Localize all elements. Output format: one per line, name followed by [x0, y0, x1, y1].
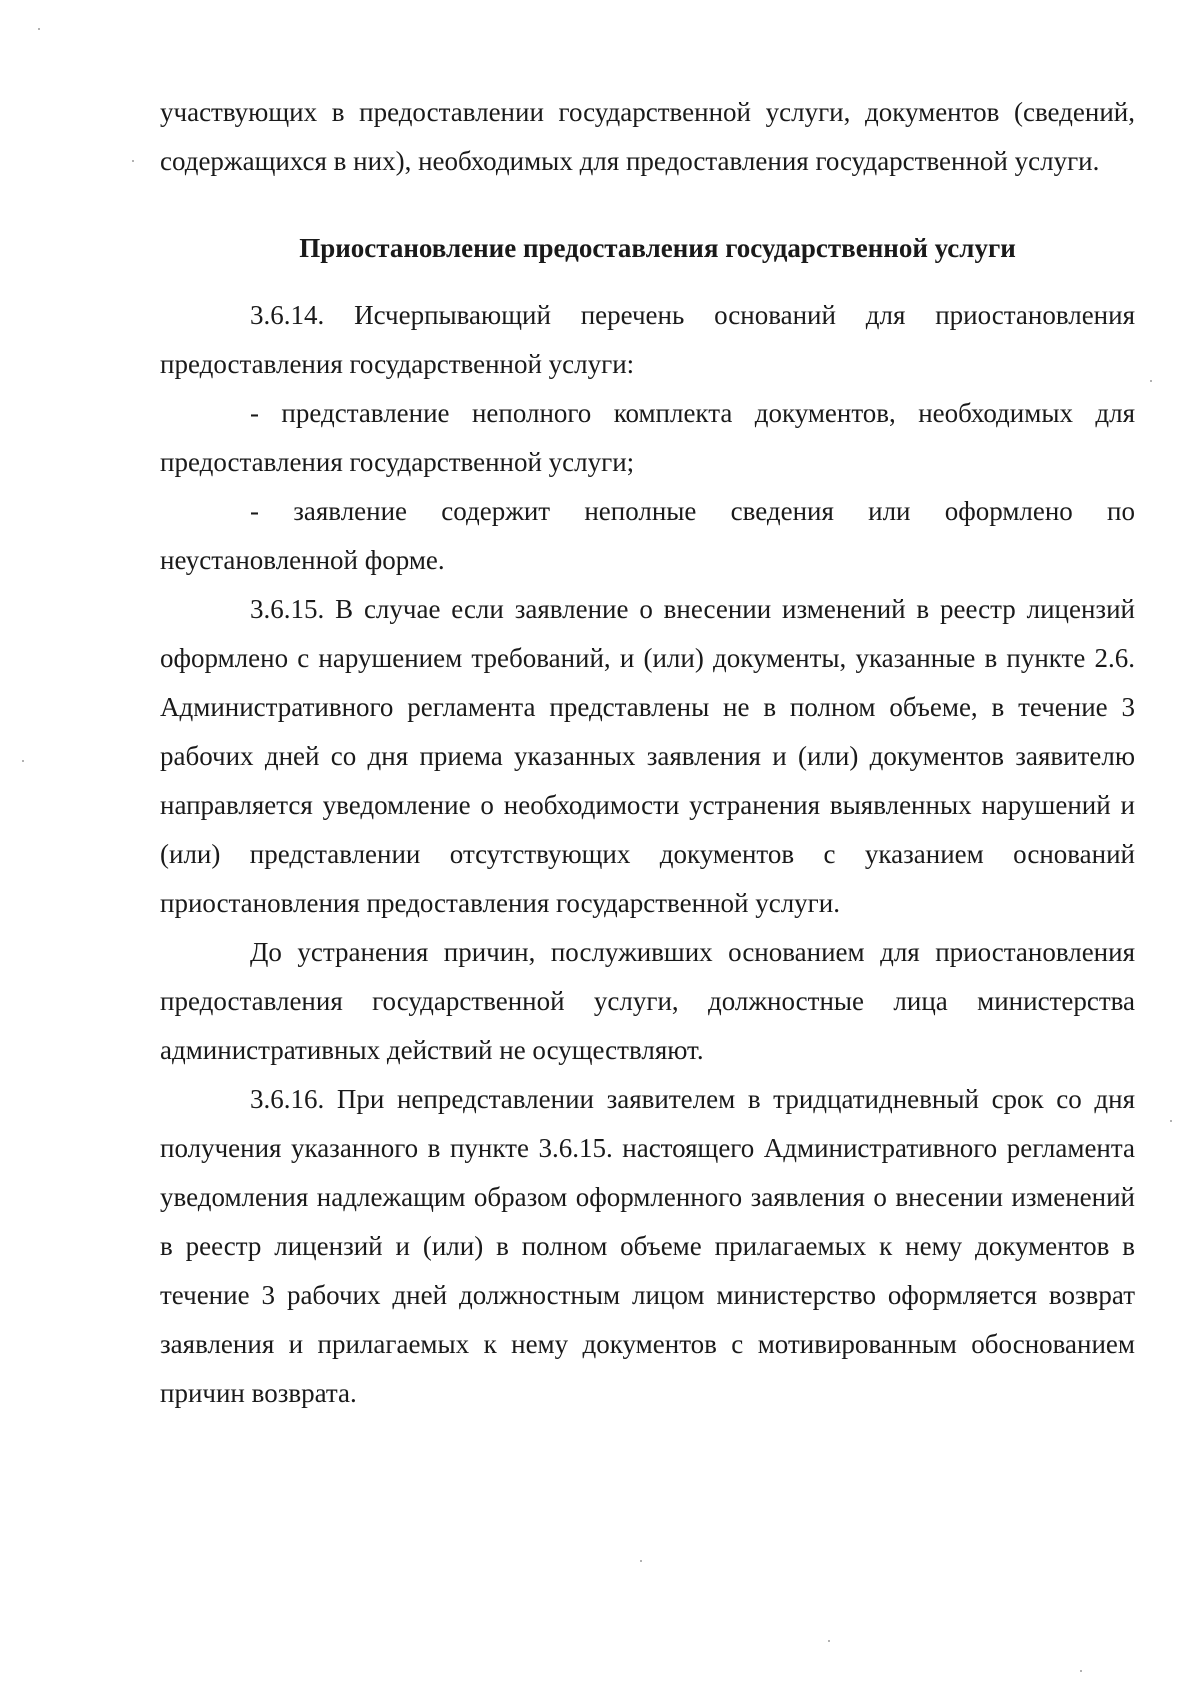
- scan-speck: [1150, 380, 1152, 382]
- scan-speck: [22, 760, 24, 762]
- scan-speck: [828, 1640, 830, 1642]
- intro-paragraph: участвующих в предоставлении государственной услуги, документов (сведений, содержащихся в них), необходимых для предоставления государственной услуги.: [160, 97, 1135, 176]
- list-item-incomplete-application: - заявление содержит неполные сведения или оформлено по неустановленной форме.: [160, 496, 1135, 575]
- scan-speck: [640, 1560, 642, 1562]
- document-body: [160, 88, 1135, 1418]
- paragraph-until-elimination: До устранения причин, послуживших основанием для приостановления предоставления государственной услуги, должностные лица министерства административных действий не осуществляют.: [160, 937, 1135, 1065]
- list-item-incomplete-documents: - представление неполного комплекта документов, необходимых для предоставления государственной услуги;: [160, 398, 1135, 477]
- paragraph-3-6-16: 3.6.16. При непредставлении заявителем в тридцатидневный срок со дня получения указанного в пункте 3.6.15. настоящего Административного регламента уведомления надлежащим образом оформленного заявления о внесении изменений в реестр лицензий и (или) в полном объеме прилагаемых к нему документов в течение 3 рабочих дней должностным лицом министерство оформляется возврат заявления и прилагаемых к нему документов с мотивированным обоснованием причин возврата.: [160, 1084, 1135, 1408]
- scan-speck: [38, 28, 40, 30]
- scan-speck: [1170, 1120, 1172, 1122]
- scan-speck: [132, 160, 134, 162]
- paragraph-3-6-15: 3.6.15. В случае если заявление о внесении изменений в реестр лицензий оформлено с нарушением требований, и (или) документы, указанные в пункте 2.6. Административного регламента представлены не в полном объеме, в течение 3 рабочих дней со дня приема указанных заявления и (или) документов заявителю направляется уведомление о необходимости устранения выявленных нарушений и (или) представлении отсутствующих документов с указанием оснований приостановления предоставления государственной услуги.: [160, 594, 1135, 918]
- section-heading: Приостановление предоставления государственной услуги: [299, 233, 1016, 263]
- paragraph-3-6-14: 3.6.14. Исчерпывающий перечень оснований для приостановления предоставления государственной услуги:: [160, 300, 1135, 379]
- scan-speck: [1080, 1670, 1082, 1672]
